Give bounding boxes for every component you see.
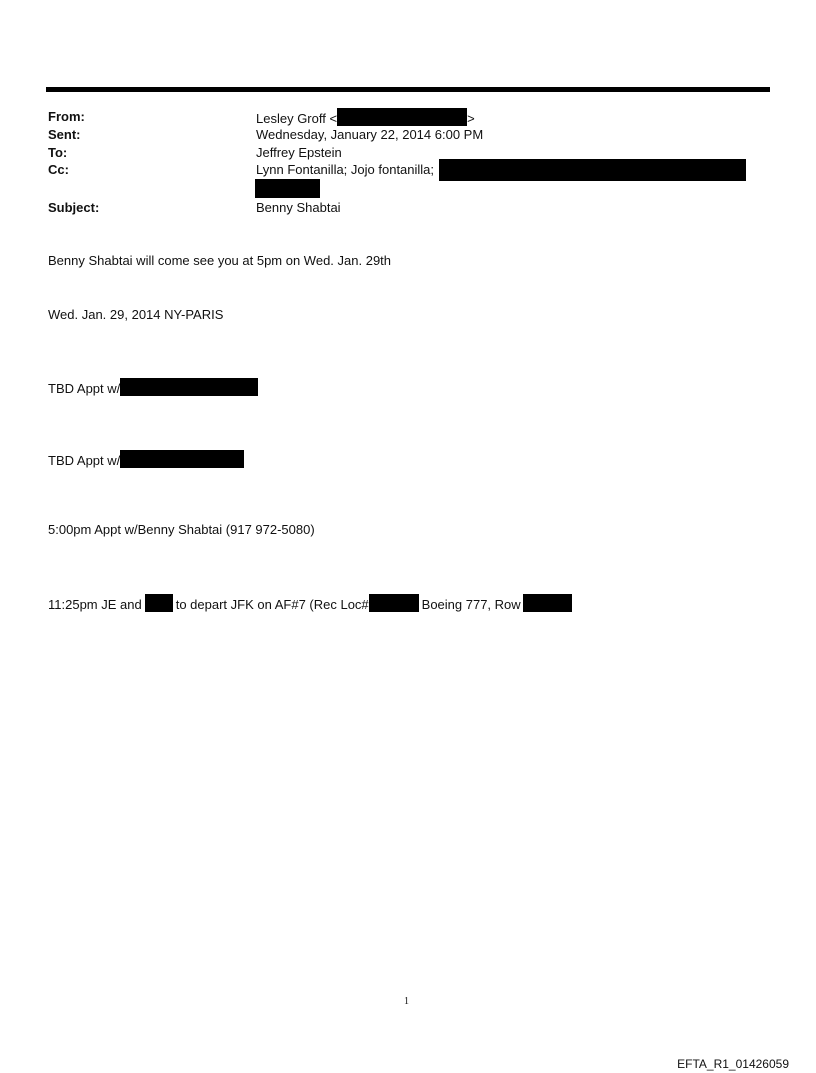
redaction-block [255, 179, 320, 198]
body-text: TBD Appt w/ [48, 453, 121, 468]
cc-label: Cc: [48, 162, 69, 177]
sent-value: Wednesday, January 22, 2014 6:00 PM [256, 127, 484, 142]
subject-value: Benny Shabtai [256, 200, 341, 215]
body-line: Benny Shabtai will come see you at 5pm on Wed. Jan. 29th [48, 253, 392, 268]
body-line [48, 378, 258, 398]
body-text: 11:25pm JE and [48, 597, 142, 612]
from-close: > [467, 111, 475, 126]
to-label: To: [48, 145, 68, 160]
redaction-block [369, 594, 419, 612]
bates-number: EFTA_R1_01426059 [677, 1057, 789, 1071]
redaction-block [523, 594, 572, 612]
redaction-block [439, 159, 746, 181]
body-line [48, 594, 572, 614]
subject-label: Subject: [48, 200, 100, 215]
body-line [48, 450, 244, 470]
sent-label: Sent: [48, 127, 81, 142]
from-label: From: [48, 109, 85, 124]
redaction-block [120, 450, 244, 468]
from-name: Lesley Groff < [256, 111, 338, 126]
body-line: 5:00pm Appt w/Benny Shabtai (917 972-5080) [48, 522, 315, 537]
body-text: to depart JFK on AF#7 (Rec Loc# [175, 597, 369, 612]
cc-names: Lynn Fontanilla; Jojo fontanilla; [256, 162, 435, 177]
cc-value [256, 161, 434, 178]
redaction-block [145, 594, 173, 612]
to-value: Jeffrey Epstein [256, 145, 342, 160]
header-rule [46, 87, 770, 92]
body-line: Wed. Jan. 29, 2014 NY-PARIS [48, 307, 224, 322]
body-text: Boeing 777, Row [421, 597, 521, 612]
page-number: 1 [404, 996, 409, 1007]
from-value [256, 108, 475, 127]
redaction-block [120, 378, 258, 396]
redaction-block [337, 108, 467, 126]
body-text: TBD Appt w/ [48, 381, 121, 396]
